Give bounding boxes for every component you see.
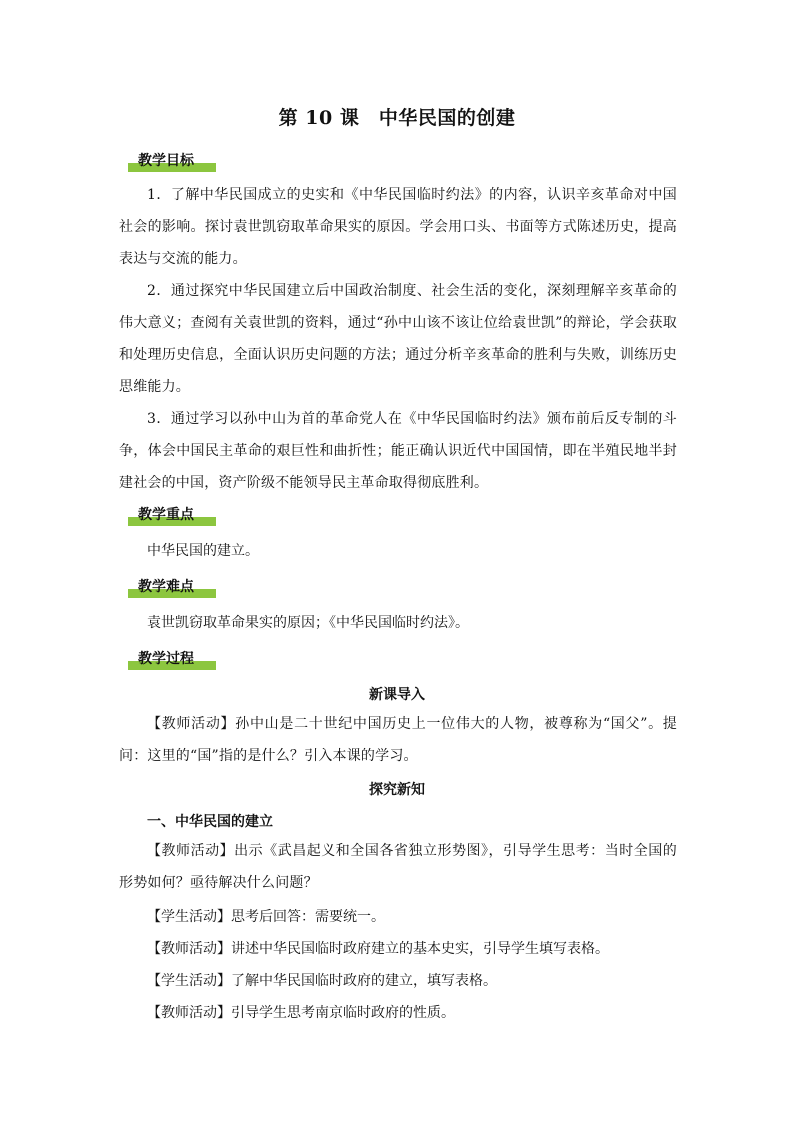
section-process <box>128 648 216 670</box>
section-label: 教学过程 <box>138 651 194 667</box>
explore-heading: 探究新知 <box>369 782 425 798</box>
activity-line: 【教师活动】引导学生思考南京临时政府的性质。 <box>147 1005 455 1021</box>
key-point-text: 中华民国的建立。 <box>147 543 259 559</box>
objective-2: 2．通过探究中华民国建立后中国政治制度、社会生活的变化，深刻理解辛亥革命的伟大意义；查阅有关袁世凯的资料，通过“孙中山该不该让位给袁世凯”的辩论，学会获取和处理历史信息，全面认识历史问题的方法；通过分析辛亥革命的胜利与失败，训练历史思维能力。 <box>119 283 677 395</box>
intro-paragraph: 【教师活动】孙中山是二十世纪中国历史上一位伟大的人物，被尊称为“国父”。提问：这里的“国”指的是什么？引入本课的学习。 <box>119 716 677 764</box>
activity-line: 【学生活动】思考后回答：需要统一。 <box>147 909 385 925</box>
difficulty-text: 袁世凯窃取革命果实的原因；《中华民国临时约法》。 <box>147 615 469 631</box>
section-key-points <box>128 504 216 526</box>
section-label: 教学目标 <box>138 153 194 169</box>
section-label: 教学难点 <box>138 579 194 595</box>
intro-heading: 新课导入 <box>369 687 425 703</box>
part1-heading: 一、中华民国的建立 <box>147 814 273 830</box>
section-difficulties <box>128 576 216 598</box>
activity-line: 【学生活动】了解中华民国临时政府的建立，填写表格。 <box>147 973 497 989</box>
section-objectives <box>128 150 216 172</box>
objective-1: 1．了解中华民国成立的史实和《中华民国临时约法》的内容，认识辛亥革命对中国社会的影响。探讨袁世凯窃取革命果实的原因。学会用口头、书面等方式陈述历史，提高表达与交流的能力。 <box>119 187 677 267</box>
objective-3: 3．通过学习以孙中山为首的革命党人在《中华民国临时约法》颁布前后反专制的斗争，体会中国民主革命的艰巨性和曲折性；能正确认识近代中国国情，即在半殖民地半封建社会的中国，资产阶级不能领导民主革命取得彻底胜利。 <box>119 411 677 491</box>
lesson-title: 第 10 课 中华民国的创建 <box>278 107 516 129</box>
section-label: 教学重点 <box>138 507 194 523</box>
part1-paragraph: 【教师活动】出示《武昌起义和全国各省独立形势图》，引导学生思考：当时全国的形势如何？亟待解决什么问题？ <box>119 843 677 891</box>
activity-line: 【教师活动】讲述中华民国临时政府建立的基本史实，引导学生填写表格。 <box>147 941 609 957</box>
